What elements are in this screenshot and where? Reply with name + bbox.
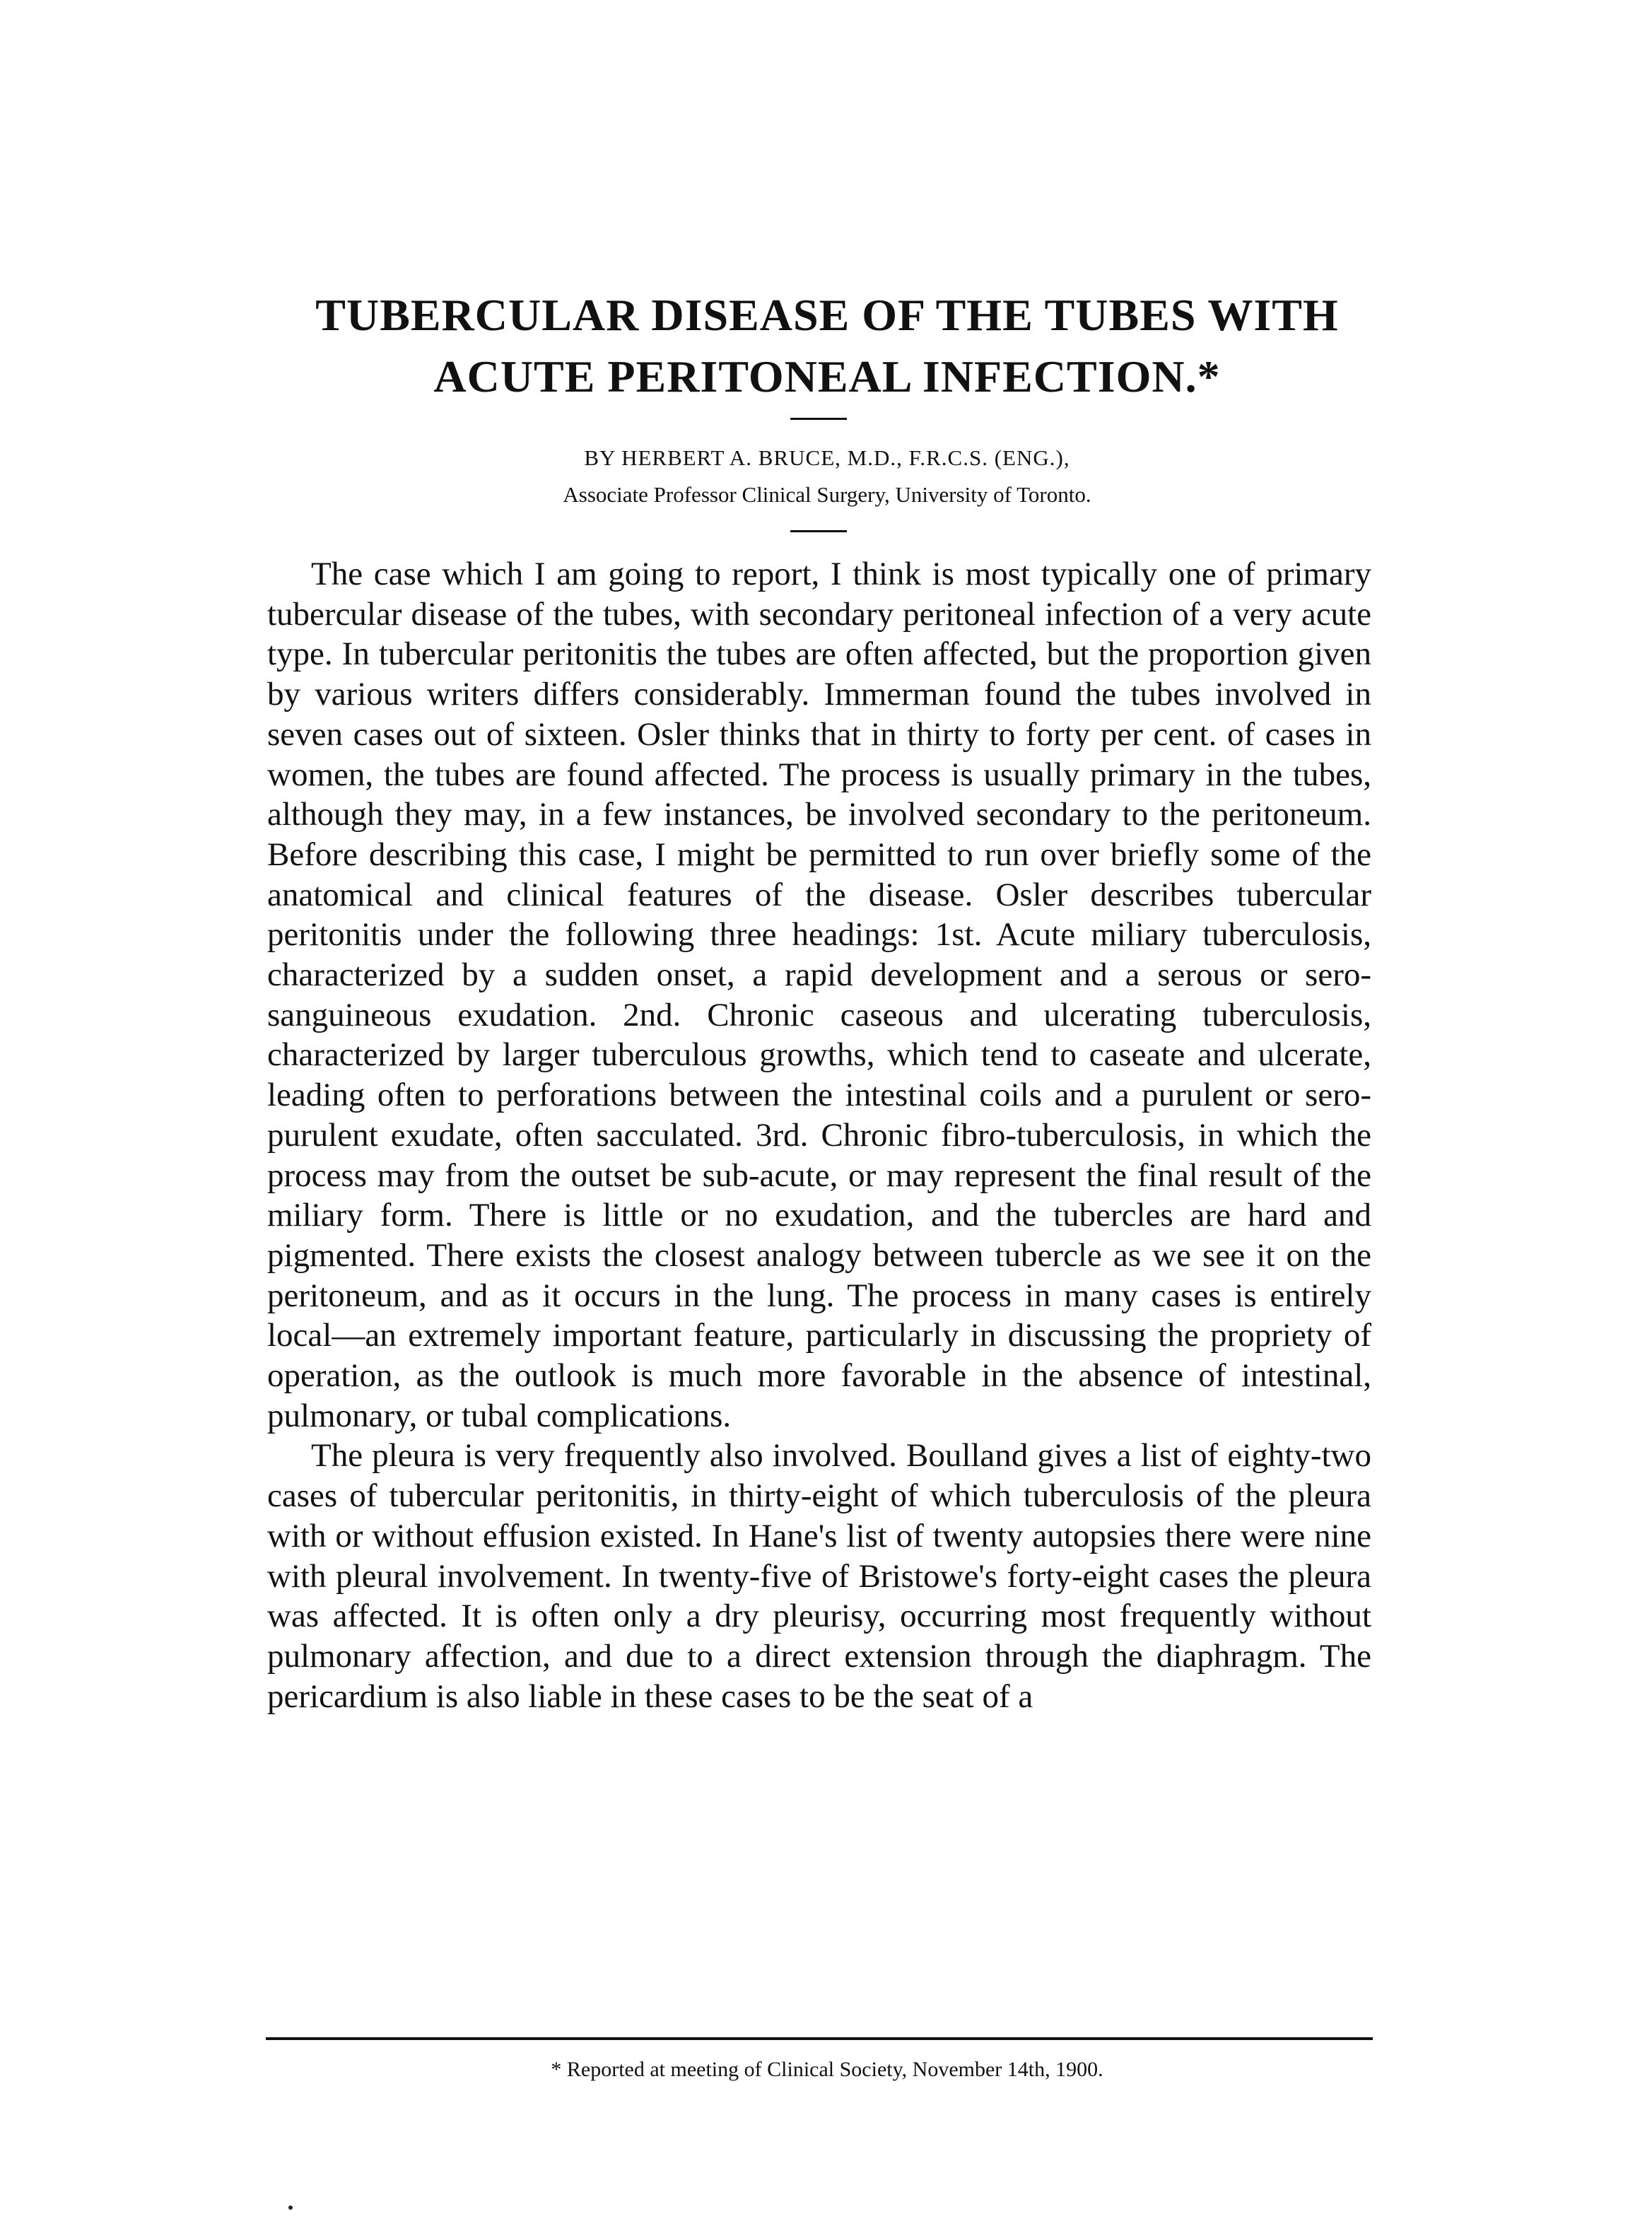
article-title-line-1: TUBERCULAR DISEASE OF THE TUBES WITH <box>315 290 1339 340</box>
body-paragraph-1: The case which I am going to report, I think is most typically one of primary tubercular disease of the tubes, with secondary peritoneal infection of a very acute type. In tubercular peritonitis the tubes are often affected, but the proportion given by various writers differs considerably. Immerman found the tubes involved in seven cases out of sixteen. Osler thinks that in thirty to forty per cent. of cases in women, the tubes are found affected. The process is usually primary in the tubes, although they may, in a few instances, be involved secondary to the peritoneum. Before describing this case, I might be permitted to run over briefly some of the anatomical and clinical features of the disease. Osler describes tubercular peritonitis under the following three headings: 1st. Acute miliary tuberculosis, characterized by a sudden onset, a rapid development and a serous or sero-sanguineous exudation. 2nd. Chronic caseous and ulcerating tuberculosis, characterized by larger tuberculous growths, which tend to caseate and ulcerate, leading often to perforations between the intestinal coils and a purulent or sero-purulent exudate, often sacculated. 3rd. Chronic fibro-tuberculosis, in which the process may from the outset be sub-acute, or may represent the final result of the miliary form. There is little or no exudation, and the tubercles are hard and pigmented. There exists the closest analogy between tubercle as we see it on the peritoneum, and as it occurs in the lung. The process in many cases is entirely local—an extremely important feature, particularly in discussing the propriety of operation, as the outlook is much more favorable in the absence of intestinal, pulmonary, or tubal complications. <box>267 556 1371 1434</box>
title-divider <box>790 418 847 420</box>
footnote-divider <box>266 2037 1373 2040</box>
footnote: * Reported at meeting of Clinical Society, November 14th, 1900. <box>551 2058 1103 2081</box>
byline-divider <box>790 530 847 532</box>
article-body <box>267 554 1371 1716</box>
body-paragraph-2: The pleura is very frequently also involved. Boulland gives a list of eighty-two cases of tubercular peritonitis, in thirty-eight of which tuberculosis of the pleura with or without effusion existed. In Hane's list of twenty autopsies there were nine with pleural involvement. In twenty-five of Bristowe's forty-eight cases the pleura was affected. It is often only a dry pleurisy, occurring most frequently without pulmonary affection, and due to a direct extension through the diaphragm. The pericardium is also liable in these cases to be the seat of a <box>267 1437 1371 1715</box>
author-byline: BY HERBERT A. BRUCE, M.D., F.R.C.S. (ENG.), <box>584 445 1070 470</box>
scan-speck <box>288 2205 293 2210</box>
article-title-line-2: ACUTE PERITONEAL INFECTION.* <box>433 351 1221 402</box>
author-affiliation: Associate Professor Clinical Surgery, University of Toronto. <box>563 482 1091 507</box>
